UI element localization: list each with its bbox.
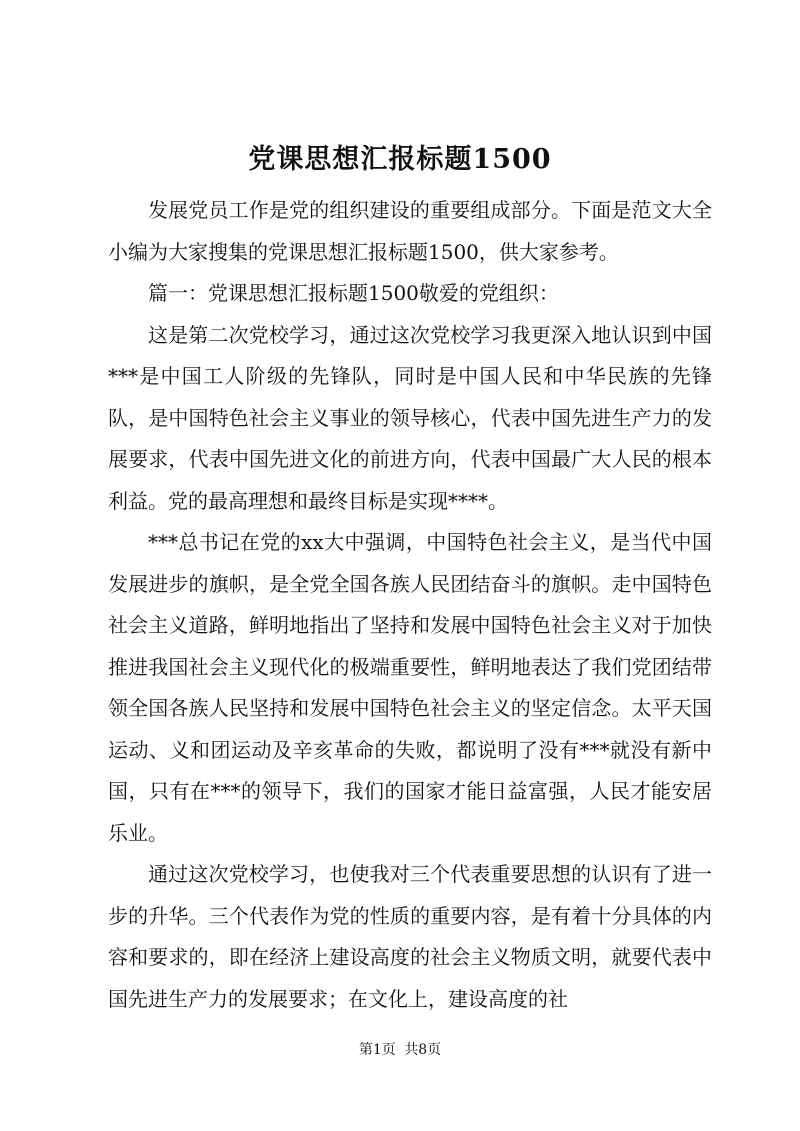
page-footer	[0, 1040, 800, 1060]
page-total: 共8页	[404, 1042, 442, 1058]
paragraph-body-1: 这是第二次党校学习，通过这次党校学习我更深入地认识到中国***是中国工人阶级的先锋队，同时是中国人民和中华民族的先锋队，是中国特色社会主义事业的领导核心，代表中国先进生产力的发展要求，代表中国先进文化的前进方向，代表中国最广大人民的根本利益。党的最高理想和最终目标是实现****。	[108, 322, 712, 513]
document-body	[108, 190, 712, 1020]
paragraph-section-heading: 篇一：党课思想汇报标题1500敬爱的党组织：	[148, 281, 559, 305]
paragraph-body-3: 通过这次党校学习，也使我对三个代表重要思想的认识有了进一步的升华。三个代表作为党的性质的重要内容，是有着十分具体的内容和要求的，即在经济上建设高度的社会主义物质文明，就要代表中国先进生产力的发展要求；在文化上，建设高度的社	[108, 862, 712, 1011]
paragraph-body-2: ***总书记在党的xx大中强调，中国特色社会主义，是当代中国发展进步的旗帜，是全党全国各族人民团结奋斗的旗帜。走中国特色社会主义道路，鲜明地指出了坚持和发展中国特色社会主义对于加快推进我国社会主义现代化的极端重要性，鲜明地表达了我们党团结带领全国各族人民坚持和发展中国特色社会主义的坚定信念。太平天国运动、义和团运动及辛亥革命的失败，都说明了没有***就没有新中国，只有在***的领导下，我们的国家才能日益富强，人民才能安居乐业。	[108, 530, 712, 845]
page-number: 第1页	[358, 1042, 396, 1058]
document-title: 党课思想汇报标题1500	[248, 144, 552, 175]
paragraph-intro: 发展党员工作是党的组织建设的重要组成部分。下面是范文大全小编为大家搜集的党课思想汇报标题1500，供大家参考。	[108, 198, 712, 264]
